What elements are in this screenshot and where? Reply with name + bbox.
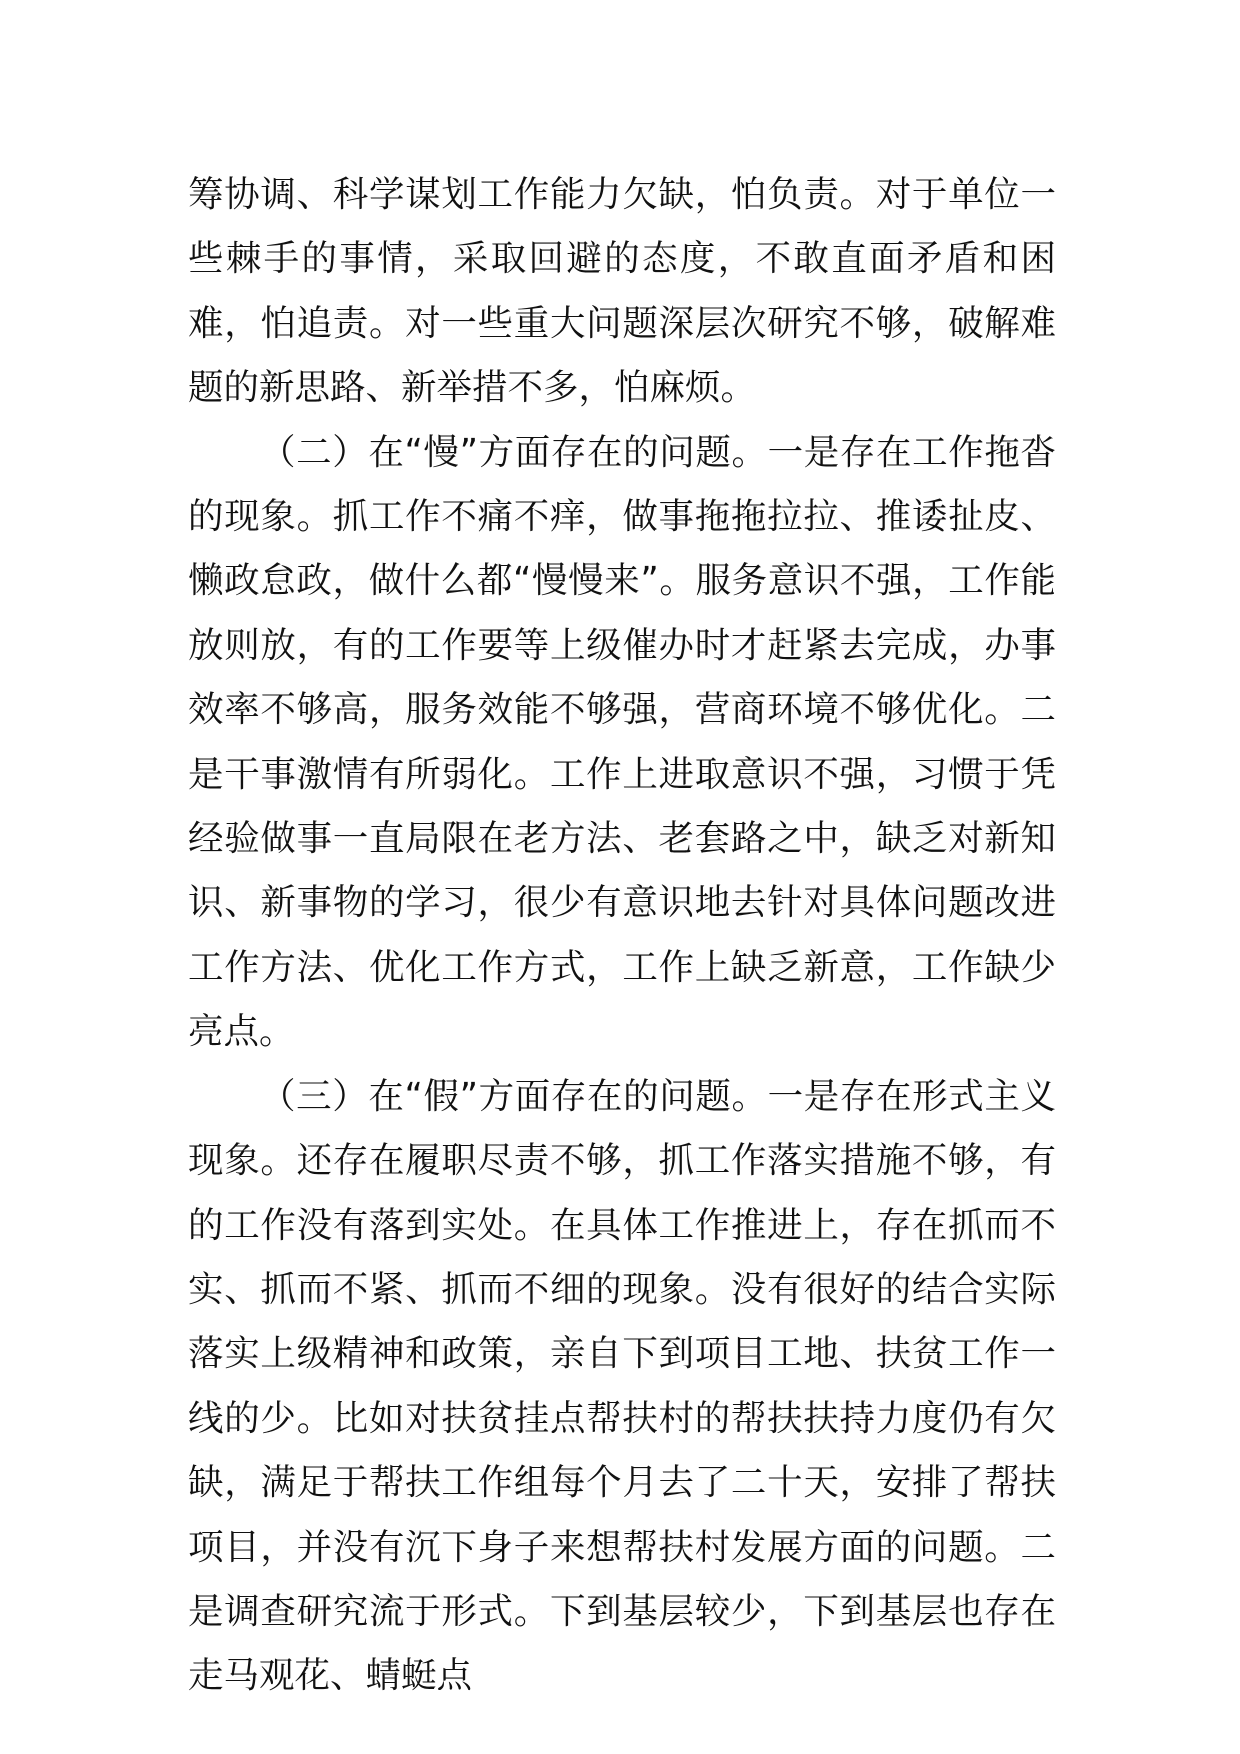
paragraph-section-two: （二）在“慢”方面存在的问题。一是存在工作拖沓的现象。抓工作不痛不痒，做事拖拖拉拉、推诿扯皮、懒政怠政，做什么都“慢慢来”。服务意识不强，工作能放则放，有的工作要等上级催办时才赶紧去完成，办事效率不够高，服务效能不够强，营商环境不够优化。二是干事激情有所弱化。工作上进取意识不强，习惯于凭经验做事一直局限在老方法、老套路之中，缺乏对新知识、新事物的学习，很少有意识地去针对具体问题改进工作方法、优化工作方式，工作上缺乏新意，工作缺少亮点。 [188, 431, 1056, 1053]
paragraph-section-three: （三）在“假”方面存在的问题。一是存在形式主义现象。还存在履职尽责不够，抓工作落实措施不够，有的工作没有落到实处。在具体工作推进上，存在抓而不实、抓而不紧、抓而不细的现象。没有很好的结合实际落实上级精神和政策，亲自下到项目工地、扶贫工作一线的少。比如对扶贫挂点帮扶村的帮扶扶持力度仍有欠缺，满足于帮扶工作组每个月去了二十天，安排了帮扶项目，并没有沉下身子来想帮扶村发展方面的问题。二是调查研究流于形式。下到基层较少，下到基层也存在走马观花、蜻蜓点 [188, 1075, 1056, 1697]
document-body [188, 163, 1056, 1709]
paragraph-continuation: 筹协调、科学谋划工作能力欠缺，怕负责。对于单位一些棘手的事情，采取回避的态度，不敢直面矛盾和困难，怕追责。对一些重大问题深层次研究不够，破解难题的新思路、新举措不多，怕麻烦。 [188, 174, 1056, 409]
